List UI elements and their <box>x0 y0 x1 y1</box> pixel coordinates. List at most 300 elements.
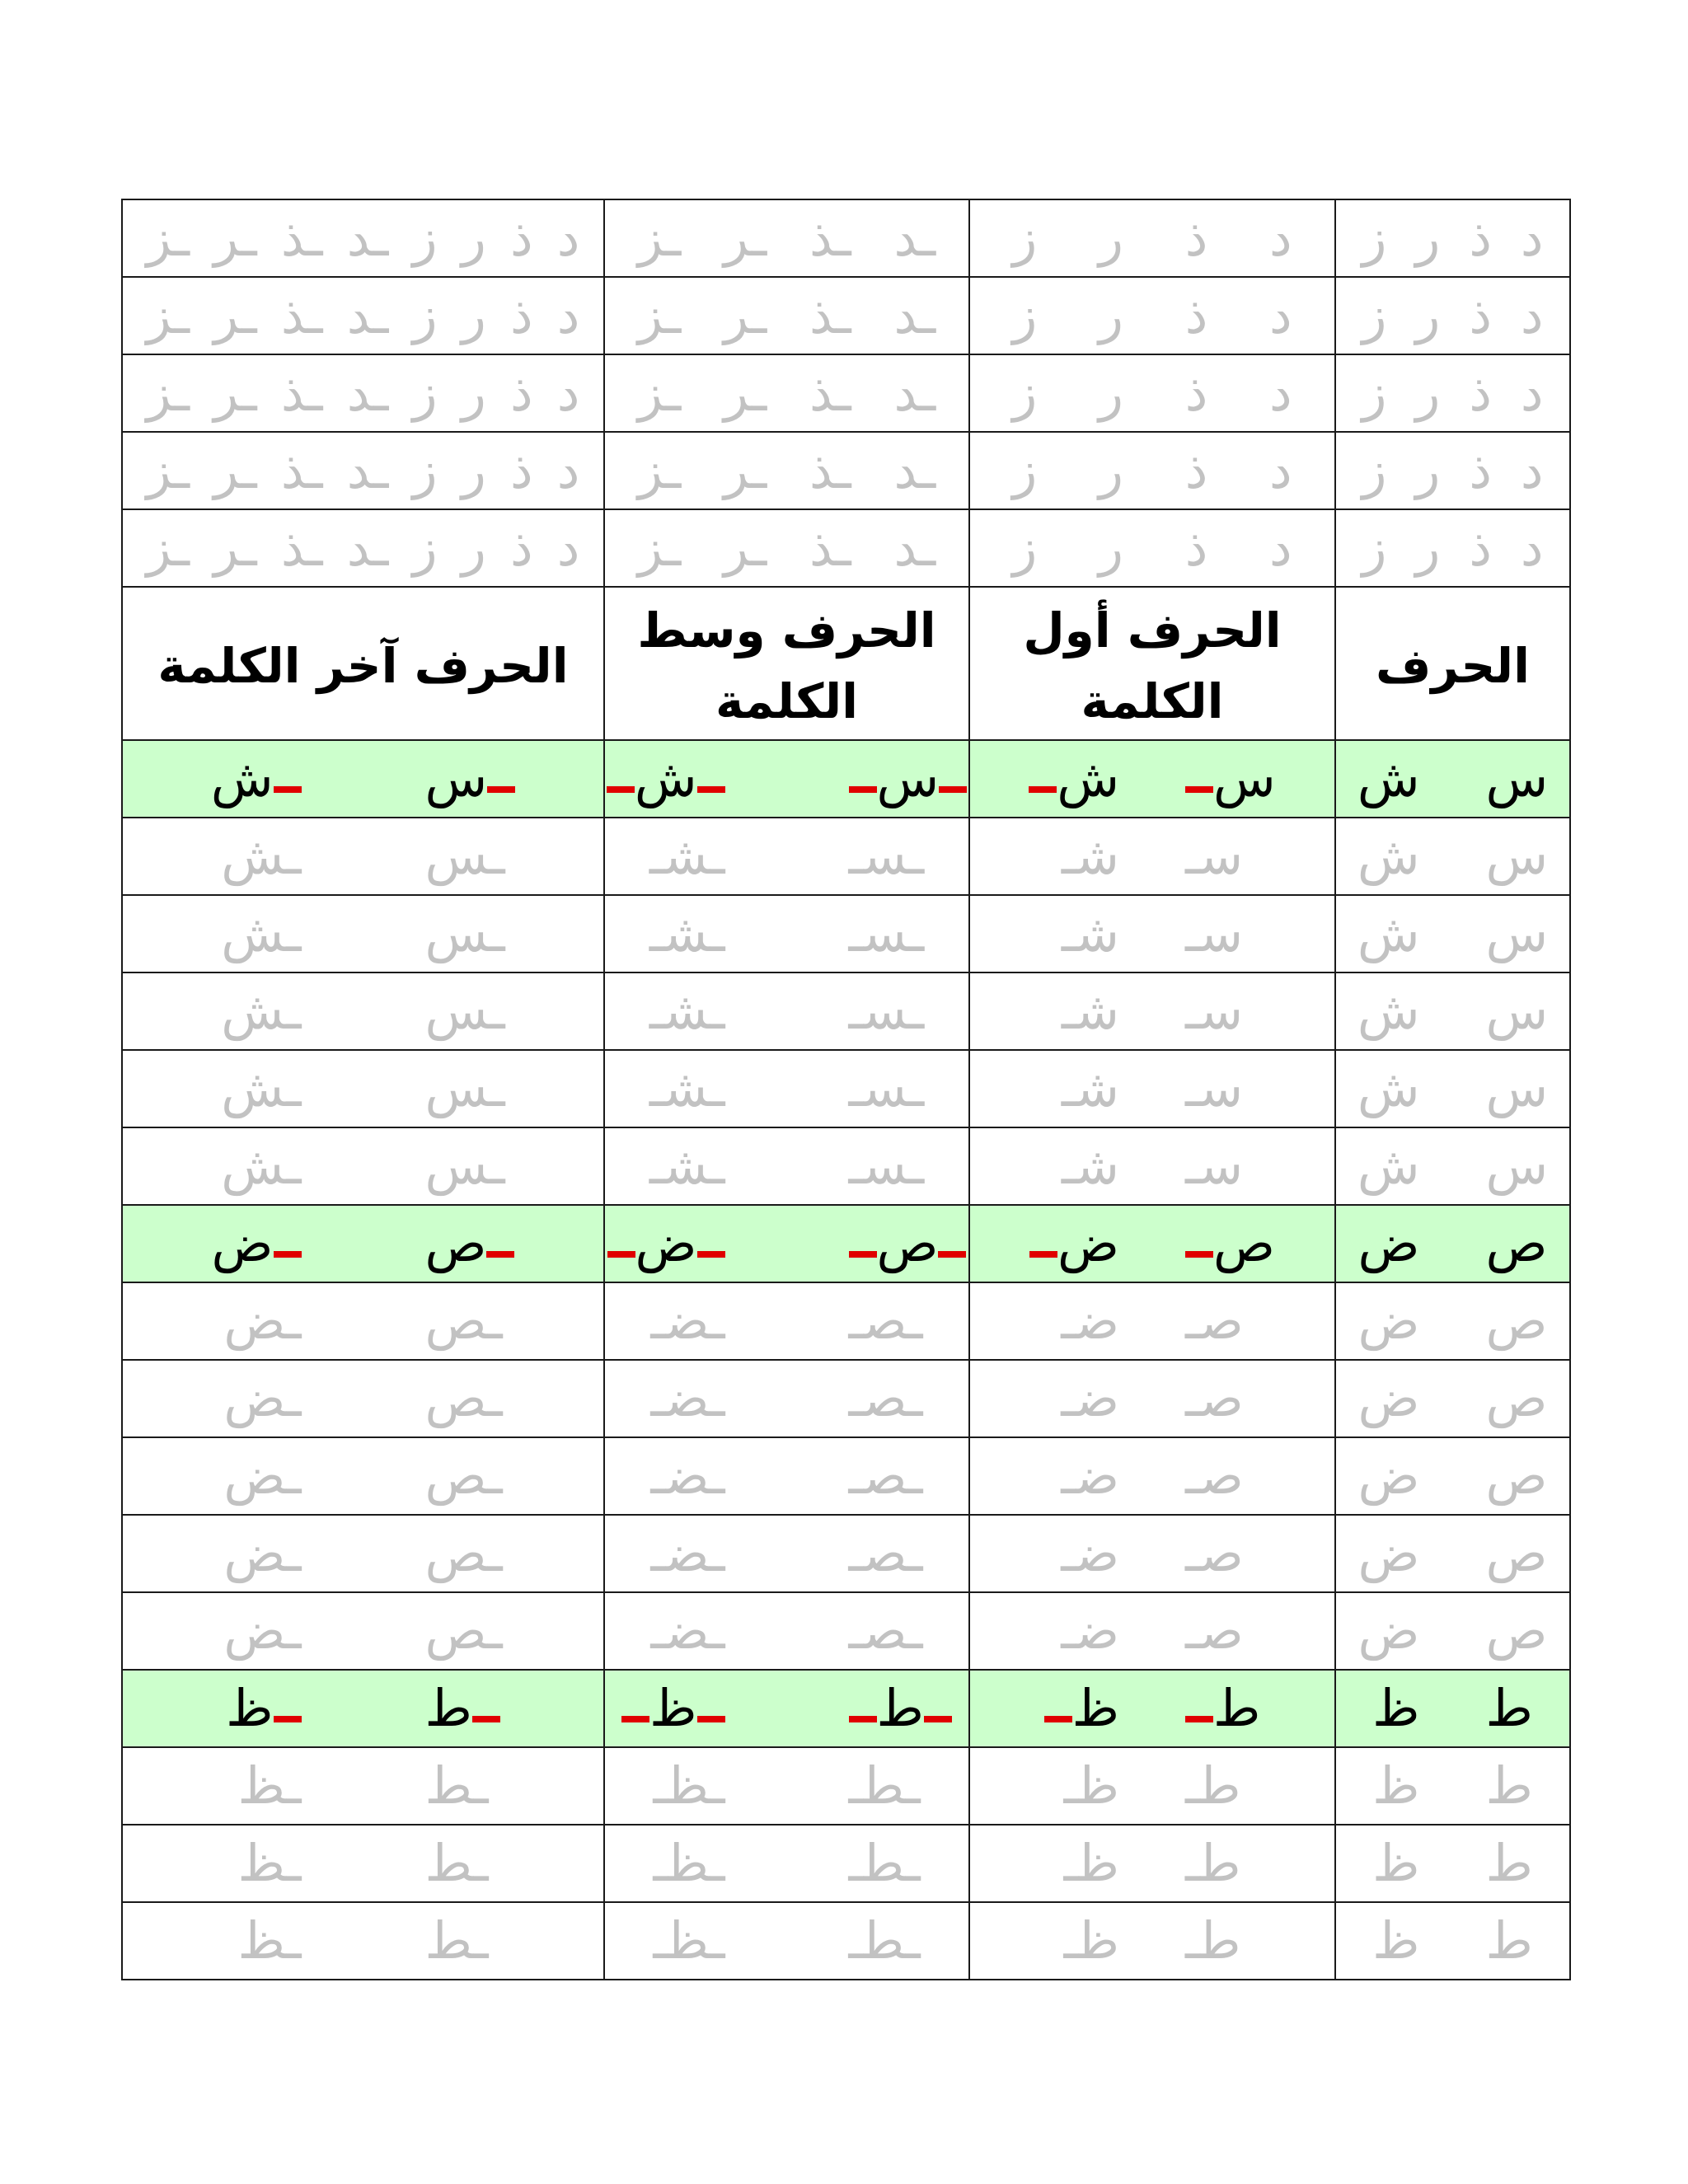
trace-letter: ـد <box>893 285 936 345</box>
trace-letter: س <box>1485 826 1549 886</box>
trace-letter: ظـ <box>1063 1755 1119 1816</box>
practice-cell <box>604 1592 969 1670</box>
trace-cell <box>969 509 1335 587</box>
trace-letter: ـز <box>146 208 190 268</box>
letter-glyph: س <box>424 748 488 808</box>
trace-letter: ـس <box>424 1058 505 1118</box>
practice-cell <box>1335 1747 1570 1825</box>
trace-letter: د <box>1269 208 1292 268</box>
trace-letter: ز <box>1362 440 1387 500</box>
trace-letter: ز <box>1012 363 1038 423</box>
model-cell <box>122 1205 604 1282</box>
connector-stroke <box>849 1251 877 1258</box>
trace-letter: د <box>1520 440 1544 500</box>
column-header <box>1335 587 1570 740</box>
trace-letter: ضـ <box>1061 1601 1119 1661</box>
trace-cell <box>604 432 969 509</box>
trace-letter: ز <box>412 518 438 578</box>
trace-letter: ذ <box>1184 285 1208 345</box>
trace-letter: ـص <box>424 1446 503 1506</box>
practice-cell <box>122 972 604 1050</box>
trace-letter: ـز <box>146 363 190 423</box>
practice-row <box>122 1825 1570 1902</box>
trace-letter: ض <box>1357 1446 1420 1506</box>
trace-letter: ذ <box>1469 518 1492 578</box>
trace-letter: ـشـ <box>649 903 725 963</box>
practice-cell <box>969 972 1335 1050</box>
trace-letter: ـد <box>346 518 389 578</box>
trace-letter: ر <box>1099 518 1123 578</box>
practice-row <box>122 1902 1570 1980</box>
connector-stroke <box>486 1251 514 1258</box>
practice-cell <box>604 1825 969 1902</box>
trace-letter: شـ <box>1061 1058 1119 1118</box>
trace-letter: ر <box>1415 440 1441 500</box>
practice-cell <box>1335 1360 1570 1437</box>
model-letter <box>226 1678 301 1738</box>
header-text: الحرف آخر الكلمة <box>157 638 569 694</box>
practice-cell <box>604 1902 969 1980</box>
connector-stroke <box>1044 1716 1072 1722</box>
trace-letter: ظ <box>1372 1833 1420 1893</box>
practice-cell <box>604 895 969 972</box>
model-letter <box>1029 748 1119 808</box>
letter-glyph: ص <box>876 1213 939 1273</box>
trace-letter: ـض <box>223 1291 302 1351</box>
practice-cell <box>122 1592 604 1670</box>
trace-cell <box>122 432 604 509</box>
trace-letter: ز <box>412 208 438 268</box>
trace-letter: ض <box>1357 1291 1420 1351</box>
model-letter <box>849 1213 967 1273</box>
letter-glyph: ط <box>876 1678 924 1738</box>
trace-letter: ـر <box>213 440 257 500</box>
trace-letter: ـز <box>637 208 682 268</box>
trace-letter: ر <box>461 285 486 345</box>
trace-letter: ـظ <box>237 1910 302 1971</box>
trace-letter: ذ <box>1469 285 1492 345</box>
trace-letter: صـ <box>1185 1446 1244 1506</box>
model-letter <box>849 1678 952 1738</box>
trace-letter: ـز <box>146 285 190 345</box>
practice-cell <box>122 1825 604 1902</box>
trace-letter: ـر <box>723 285 767 345</box>
connector-stroke <box>487 786 515 793</box>
trace-letter: ـس <box>424 981 505 1041</box>
trace-letter: ـر <box>723 440 767 500</box>
practice-cell <box>604 1050 969 1127</box>
trace-letter: ـذ <box>809 440 851 500</box>
trace-letter: ـشـ <box>649 1058 725 1118</box>
trace-letter: ـذ <box>809 363 851 423</box>
trace-letter: د <box>1269 285 1292 345</box>
trace-letter: ـش <box>221 1058 302 1118</box>
letter-glyph: ش <box>634 748 697 808</box>
trace-letter: ـس <box>424 826 505 886</box>
trace-letter: ز <box>1012 518 1038 578</box>
trace-letter: ز <box>412 363 438 423</box>
trace-letter: ـصـ <box>848 1523 923 1583</box>
trace-cell <box>1335 199 1570 277</box>
trace-letter: ر <box>1415 285 1441 345</box>
trace-letter: ر <box>461 518 486 578</box>
trace-letter: ـز <box>637 363 682 423</box>
trace-letter: ـسـ <box>848 826 925 886</box>
trace-letter: ـر <box>723 363 767 423</box>
trace-letter: ذ <box>1184 518 1208 578</box>
model-letter <box>1029 1213 1119 1273</box>
trace-letter: ذ <box>1184 440 1208 500</box>
trace-letter: ـر <box>213 208 257 268</box>
practice-cell <box>969 1050 1335 1127</box>
connector-stroke <box>1185 1716 1213 1722</box>
trace-letter: ـضـ <box>650 1601 725 1661</box>
letter-glyph: ض <box>1057 1213 1119 1273</box>
model-cell <box>1335 1670 1570 1747</box>
model-row <box>122 740 1570 818</box>
trace-letter: ذ <box>509 285 533 345</box>
trace-cell <box>604 199 969 277</box>
practice-row <box>122 1050 1570 1127</box>
trace-cell <box>604 277 969 354</box>
practice-cell <box>969 1825 1335 1902</box>
practice-cell <box>604 818 969 895</box>
trace-letter: ـص <box>424 1523 503 1583</box>
trace-letter: ـظـ <box>653 1910 725 1971</box>
trace-letter: ص <box>1485 1291 1548 1351</box>
trace-letter: ص <box>1485 1523 1548 1583</box>
letter-glyph: ط <box>1213 1678 1261 1738</box>
trace-letter: د <box>556 440 580 500</box>
trace-letter: د <box>1269 440 1292 500</box>
trace-row <box>122 509 1570 587</box>
trace-letter: د <box>1269 363 1292 423</box>
trace-letter: ـذ <box>280 440 323 500</box>
trace-cell <box>1335 277 1570 354</box>
trace-letter: ض <box>1357 1601 1420 1661</box>
model-cell <box>969 1205 1335 1282</box>
trace-letter: ضـ <box>1061 1446 1119 1506</box>
trace-cell <box>122 354 604 432</box>
trace-letter: ر <box>1099 285 1123 345</box>
trace-letter: ذ <box>509 363 533 423</box>
trace-letter: ص <box>1485 1368 1548 1428</box>
connector-stroke <box>849 786 877 793</box>
trace-letter: ـظـ <box>653 1755 725 1816</box>
trace-cell <box>122 509 604 587</box>
trace-letter: ـظ <box>237 1833 302 1893</box>
letter-glyph: س <box>876 748 940 808</box>
trace-letter: ـسـ <box>848 1136 925 1196</box>
trace-letter: ـصـ <box>848 1291 923 1351</box>
practice-row <box>122 1282 1570 1360</box>
trace-letter: ز <box>1012 285 1038 345</box>
practice-cell <box>969 1515 1335 1592</box>
trace-letter: سـ <box>1185 1136 1244 1196</box>
trace-letter: ز <box>1362 285 1387 345</box>
model-letter <box>1185 1213 1275 1273</box>
trace-letter: د <box>1269 518 1292 578</box>
trace-letter: ـذ <box>280 363 323 423</box>
trace-letter: ـط <box>424 1755 489 1816</box>
trace-letter: د <box>556 518 580 578</box>
connector-stroke <box>938 1251 966 1258</box>
practice-cell <box>1335 1902 1570 1980</box>
letter-glyph: ش <box>210 748 274 808</box>
trace-letter: ـر <box>213 518 257 578</box>
model-letter: ش <box>1357 748 1420 808</box>
practice-cell <box>969 1437 1335 1515</box>
practice-row <box>122 1515 1570 1592</box>
trace-letter: ـص <box>424 1601 503 1661</box>
trace-letter: ـس <box>424 903 505 963</box>
practice-cell <box>122 1515 604 1592</box>
model-row <box>122 1670 1570 1747</box>
practice-cell <box>122 1360 604 1437</box>
trace-letter: ـذ <box>809 285 851 345</box>
connector-stroke <box>621 1716 649 1722</box>
connector-stroke <box>1185 1251 1213 1258</box>
trace-letter: ر <box>1415 518 1441 578</box>
model-letter <box>607 748 725 808</box>
trace-letter: ذ <box>1469 440 1492 500</box>
model-letter <box>1185 748 1276 808</box>
connector-stroke <box>697 786 725 793</box>
practice-cell <box>969 818 1335 895</box>
model-letter <box>1044 1678 1119 1738</box>
practice-cell <box>122 1127 604 1205</box>
trace-letter: ز <box>1362 518 1387 578</box>
trace-letter: ظ <box>1372 1910 1420 1971</box>
model-cell <box>122 740 604 818</box>
practice-cell <box>604 1282 969 1360</box>
trace-cell <box>969 277 1335 354</box>
model-letter <box>424 1678 500 1738</box>
practice-cell <box>604 1127 969 1205</box>
practice-cell <box>122 895 604 972</box>
trace-letter: ـسـ <box>848 981 925 1041</box>
practice-cell <box>969 1127 1335 1205</box>
practice-cell <box>969 1747 1335 1825</box>
trace-letter: ـر <box>723 208 767 268</box>
practice-row <box>122 895 1570 972</box>
practice-cell <box>604 1437 969 1515</box>
trace-letter: ز <box>1362 208 1387 268</box>
practice-cell <box>122 1282 604 1360</box>
trace-letter: ـشـ <box>649 981 725 1041</box>
trace-letter: ـش <box>221 1136 302 1196</box>
trace-letter: د <box>556 363 580 423</box>
model-cell <box>604 1670 969 1747</box>
trace-letter: ـز <box>146 518 190 578</box>
trace-letter: ذ <box>1469 363 1492 423</box>
letter-glyph: ض <box>635 1213 697 1273</box>
letter-glyph: ظ <box>649 1678 697 1738</box>
trace-letter: ـض <box>223 1446 302 1506</box>
trace-cell <box>1335 432 1570 509</box>
trace-letter: ظـ <box>1063 1910 1119 1971</box>
letter-glyph: س <box>1213 748 1276 808</box>
trace-letter: ض <box>1357 1523 1420 1583</box>
trace-letter: ش <box>1357 903 1420 963</box>
trace-letter: طـ <box>1185 1755 1241 1816</box>
trace-letter: ش <box>1357 981 1420 1041</box>
practice-row <box>122 1127 1570 1205</box>
header-text: الحرف <box>1376 638 1530 694</box>
trace-letter: ـس <box>424 1136 505 1196</box>
trace-letter: د <box>1520 285 1544 345</box>
trace-letter: ـص <box>424 1368 503 1428</box>
trace-letter: ضـ <box>1061 1291 1119 1351</box>
practice-row <box>122 1437 1570 1515</box>
practice-row <box>122 1747 1570 1825</box>
model-cell <box>604 740 969 818</box>
model-letter <box>424 748 516 808</box>
trace-letter: ز <box>412 285 438 345</box>
trace-letter: ـصـ <box>848 1601 923 1661</box>
trace-letter: صـ <box>1185 1291 1244 1351</box>
practice-cell <box>1335 972 1570 1050</box>
practice-cell <box>122 1437 604 1515</box>
trace-letter: ـط <box>424 1910 489 1971</box>
trace-cell <box>122 199 604 277</box>
trace-letter: ـط <box>424 1833 489 1893</box>
model-letter <box>621 1678 724 1738</box>
practice-cell <box>604 1747 969 1825</box>
trace-row <box>122 277 1570 354</box>
trace-letter: ـسـ <box>848 903 925 963</box>
trace-row <box>122 432 1570 509</box>
practice-cell <box>969 895 1335 972</box>
trace-letter: شـ <box>1061 826 1119 886</box>
model-letter: ص <box>1485 1213 1548 1273</box>
trace-letter: ذ <box>509 518 533 578</box>
trace-letter: ـد <box>893 208 936 268</box>
trace-letter: ط <box>1485 1755 1533 1816</box>
trace-cell <box>604 509 969 587</box>
trace-letter: ـض <box>223 1523 302 1583</box>
trace-letter: ـذ <box>809 208 851 268</box>
trace-row <box>122 199 1570 277</box>
trace-letter: ـذ <box>280 518 323 578</box>
trace-letter: ـطـ <box>848 1755 921 1816</box>
trace-letter: صـ <box>1185 1523 1244 1583</box>
trace-letter: ـد <box>893 440 936 500</box>
trace-cell <box>969 354 1335 432</box>
model-letter: س <box>1485 748 1549 808</box>
trace-letter: ـض <box>223 1601 302 1661</box>
trace-letter: صـ <box>1185 1368 1244 1428</box>
trace-letter: شـ <box>1061 981 1119 1041</box>
model-letter: ض <box>1357 1213 1420 1273</box>
model-letter: ظ <box>1372 1678 1420 1738</box>
practice-cell <box>969 1282 1335 1360</box>
trace-letter: ـظ <box>237 1755 302 1816</box>
trace-letter: ذ <box>1184 363 1208 423</box>
trace-letter: ز <box>1362 363 1387 423</box>
column-header <box>604 587 969 740</box>
trace-letter: د <box>1520 363 1544 423</box>
trace-letter: صـ <box>1185 1601 1244 1661</box>
trace-letter: ر <box>1099 208 1123 268</box>
trace-letter: ـطـ <box>848 1833 921 1893</box>
practice-row <box>122 1360 1570 1437</box>
trace-letter: ص <box>1485 1601 1548 1661</box>
trace-letter: سـ <box>1185 981 1244 1041</box>
trace-letter: ـذ <box>280 285 323 345</box>
trace-letter: ر <box>461 363 486 423</box>
trace-letter: ـسـ <box>848 1058 925 1118</box>
trace-letter: ـر <box>723 518 767 578</box>
connector-stroke <box>1029 786 1057 793</box>
trace-cell <box>969 199 1335 277</box>
trace-letter: ـش <box>221 903 302 963</box>
trace-letter: ر <box>461 440 486 500</box>
letter-practice-table <box>121 199 1571 1980</box>
trace-letter: ـز <box>637 440 682 500</box>
practice-cell <box>122 818 604 895</box>
trace-letter: طـ <box>1185 1910 1241 1971</box>
trace-letter: ـد <box>346 363 389 423</box>
trace-letter: ـطـ <box>848 1910 921 1971</box>
trace-letter: ر <box>1099 440 1123 500</box>
trace-letter: س <box>1485 981 1549 1041</box>
trace-letter: طـ <box>1185 1833 1241 1893</box>
practice-row <box>122 1592 1570 1670</box>
model-row <box>122 1205 1570 1282</box>
trace-letter: س <box>1485 1058 1549 1118</box>
connector-stroke <box>924 1716 952 1722</box>
trace-letter: ـضـ <box>650 1368 725 1428</box>
trace-letter: ـضـ <box>650 1523 725 1583</box>
trace-letter: ـص <box>424 1291 503 1351</box>
trace-letter: ـد <box>346 208 389 268</box>
connector-stroke <box>607 786 635 793</box>
trace-letter: ذ <box>509 208 533 268</box>
model-cell <box>969 1670 1335 1747</box>
trace-letter: ـش <box>221 981 302 1041</box>
model-letter <box>210 748 302 808</box>
column-header <box>122 587 604 740</box>
header-text: الحرف وسط الكلمة <box>637 602 936 729</box>
letter-glyph: ش <box>1057 748 1119 808</box>
trace-letter: سـ <box>1185 903 1244 963</box>
model-letter <box>607 1213 725 1273</box>
model-cell <box>1335 740 1570 818</box>
trace-cell <box>604 354 969 432</box>
trace-letter: ـشـ <box>649 1136 725 1196</box>
connector-stroke <box>1185 786 1213 793</box>
trace-letter: ز <box>1012 208 1038 268</box>
model-cell <box>1335 1205 1570 1282</box>
trace-letter: ـشـ <box>649 826 725 886</box>
practice-row <box>122 818 1570 895</box>
trace-letter: ضـ <box>1061 1523 1119 1583</box>
model-cell <box>969 740 1335 818</box>
trace-letter: ط <box>1485 1910 1533 1971</box>
trace-letter: د <box>556 285 580 345</box>
trace-letter: ـز <box>146 440 190 500</box>
trace-letter: س <box>1485 1136 1549 1196</box>
trace-letter: ـصـ <box>848 1446 923 1506</box>
model-letter <box>211 1213 302 1273</box>
practice-cell <box>1335 1437 1570 1515</box>
trace-letter: شـ <box>1061 1136 1119 1196</box>
trace-letter: ـد <box>346 285 389 345</box>
trace-letter: ر <box>1099 363 1123 423</box>
practice-cell <box>1335 1127 1570 1205</box>
trace-letter: ذ <box>509 440 533 500</box>
